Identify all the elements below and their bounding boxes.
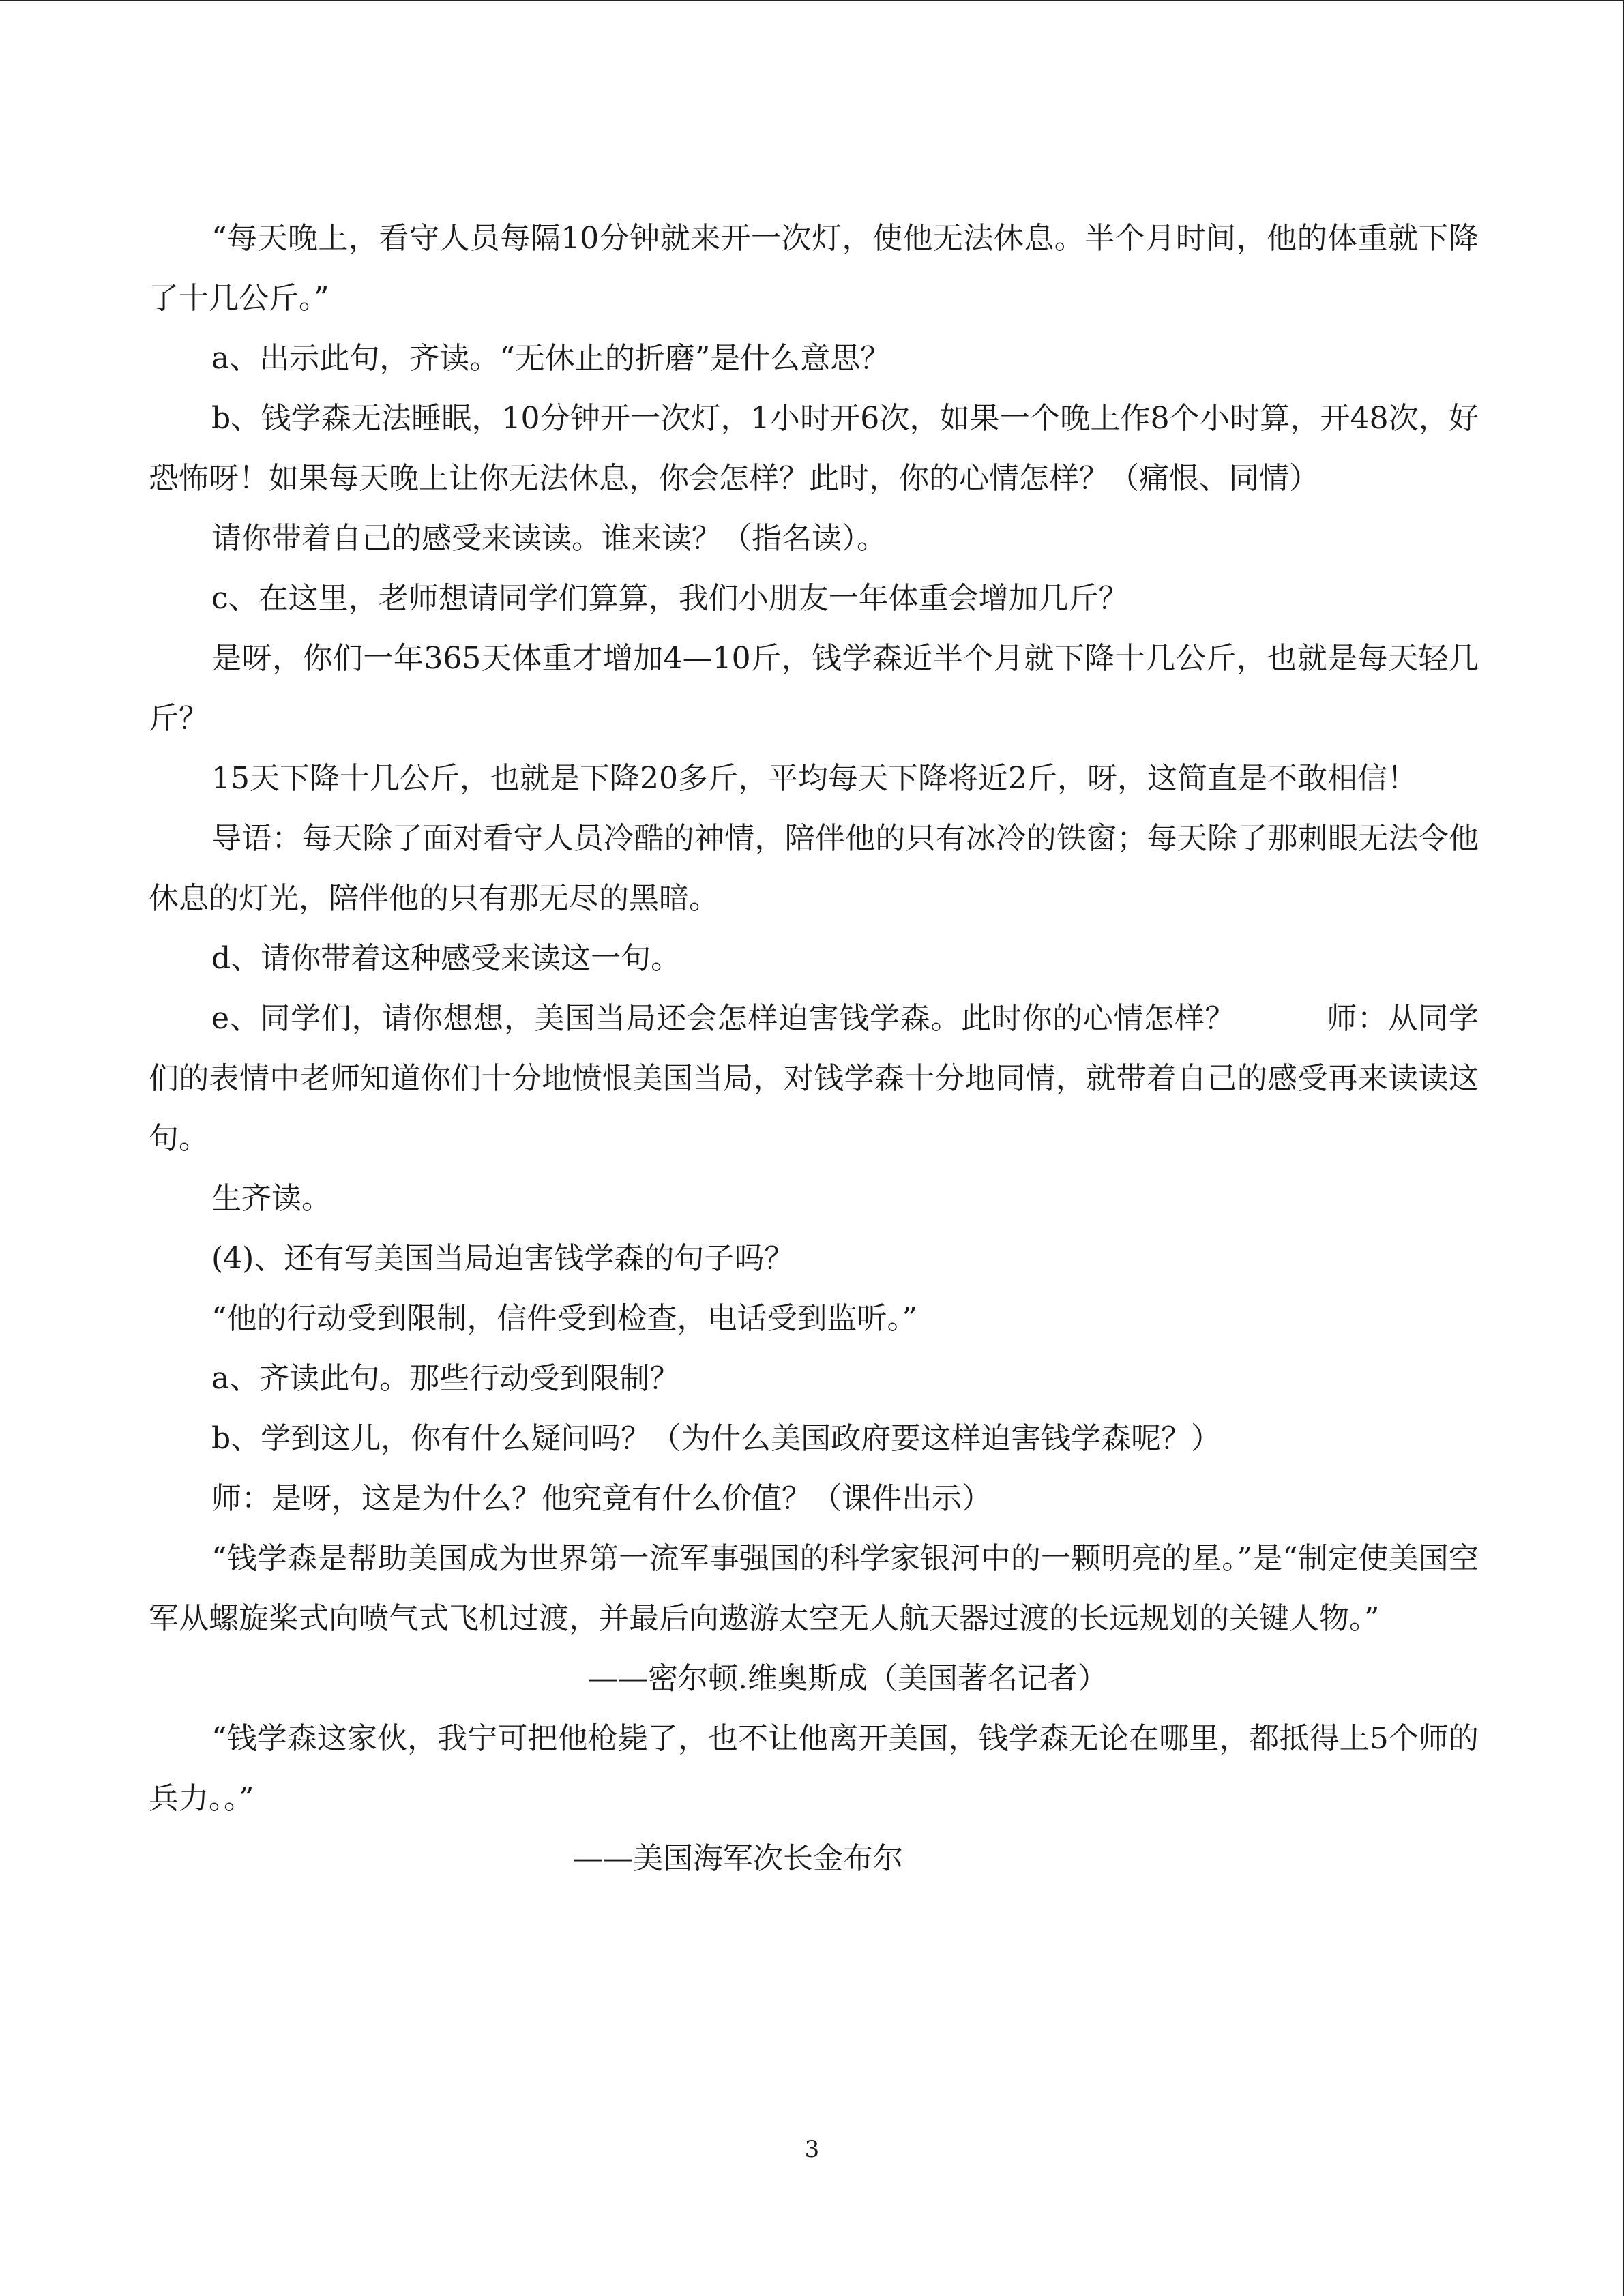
paragraph-read-feelings: 请你带着自己的感受来读读。谁来读？（指名读）。 bbox=[211, 521, 887, 556]
paragraph-teacher-question: 师：是呀，这是为什么？他究竟有什么价值？（课件出示） bbox=[211, 1481, 992, 1516]
paragraph-students-read: 生齐读。 bbox=[211, 1181, 331, 1216]
paragraph-weight-compare: 是呀，你们一年365天体重才增加4—10斤，钱学森近半个月就下降十几公斤，也就是每天轻几斤？ bbox=[149, 641, 1479, 736]
paragraph-guide: 导语：每天除了面对看守人员冷酷的神情，陪伴他的只有冰冷的铁窗；每天除了那刺眼无法令他休息的灯光，陪伴他的只有那无尽的黑暗。 bbox=[149, 821, 1479, 916]
paragraph-quote-lights: “每天晚上，看守人员每隔10分钟就来开一次灯，使他无法休息。半个月时间，他的体重就下降了十几公斤。” bbox=[149, 221, 1479, 316]
paragraph-section-4: (4)、还有写美国当局迫害钱学森的句子吗？ bbox=[211, 1241, 795, 1276]
paragraph-step-d: d、请你带着这种感受来读这一句。 bbox=[211, 941, 681, 976]
attribution-milton: ——密尔顿.维奥斯成（美国著名记者） bbox=[588, 1661, 1108, 1696]
paragraph-weight-calc: 15天下降十几公斤，也就是下降20多斤，平均每天下降将近2斤，呀，这简直是不敢相信！ bbox=[211, 761, 1417, 796]
document-body bbox=[149, 209, 1479, 1889]
paragraph-quote-star: “钱学森是帮助美国成为世界第一流军事强国的科学家银河中的一颗明亮的星。”是“制定使美国空军从螺旋桨式向喷气式飞机过渡，并最后向遨游太空无人航天器过渡的长远规划的关键人物。” bbox=[149, 1541, 1479, 1636]
paragraph-quote-restrictions: “他的行动受到限制，信件受到检查，电话受到监听。” bbox=[211, 1301, 917, 1336]
page-number: 3 bbox=[804, 2136, 820, 2163]
paragraph-step-a2: a、齐读此句。那些行动受到限制？ bbox=[211, 1361, 680, 1396]
paragraph-step-a: a、出示此句，齐读。“无休止的折磨”是什么意思？ bbox=[211, 341, 891, 376]
paragraph-step-b2: b、学到这儿，你有什么疑问吗？（为什么美国政府要这样迫害钱学森呢？） bbox=[211, 1421, 1222, 1456]
paragraph-step-b: b、钱学森无法睡眠，10分钟开一次灯，1小时开6次，如果一个晚上作8个小时算，开48次，好恐怖呀！如果每天晚上让你无法休息，你会怎样？此时，你的心情怎样？（痛恨、同情） bbox=[149, 401, 1479, 496]
paragraph-quote-kimball: “钱学森这家伙，我宁可把他枪毙了，也不让他离开美国，钱学森无论在哪里，都抵得上5个师的兵力。。” bbox=[149, 1721, 1479, 1816]
paragraph-step-c: c、在这里，老师想请同学们算算，我们小朋友一年体重会增加几斤？ bbox=[211, 581, 1129, 616]
paragraph-step-e: e、同学们，请你想想，美国当局还会怎样迫害钱学森。此时你的心情怎样？ 师：从同学们的表情中老师知道你们十分地愤恨美国当局，对钱学森十分地同情，就带着自己的感受再来读读这句。 bbox=[149, 1001, 1479, 1156]
attribution-kimball: ——美国海军次长金布尔 bbox=[573, 1841, 903, 1876]
